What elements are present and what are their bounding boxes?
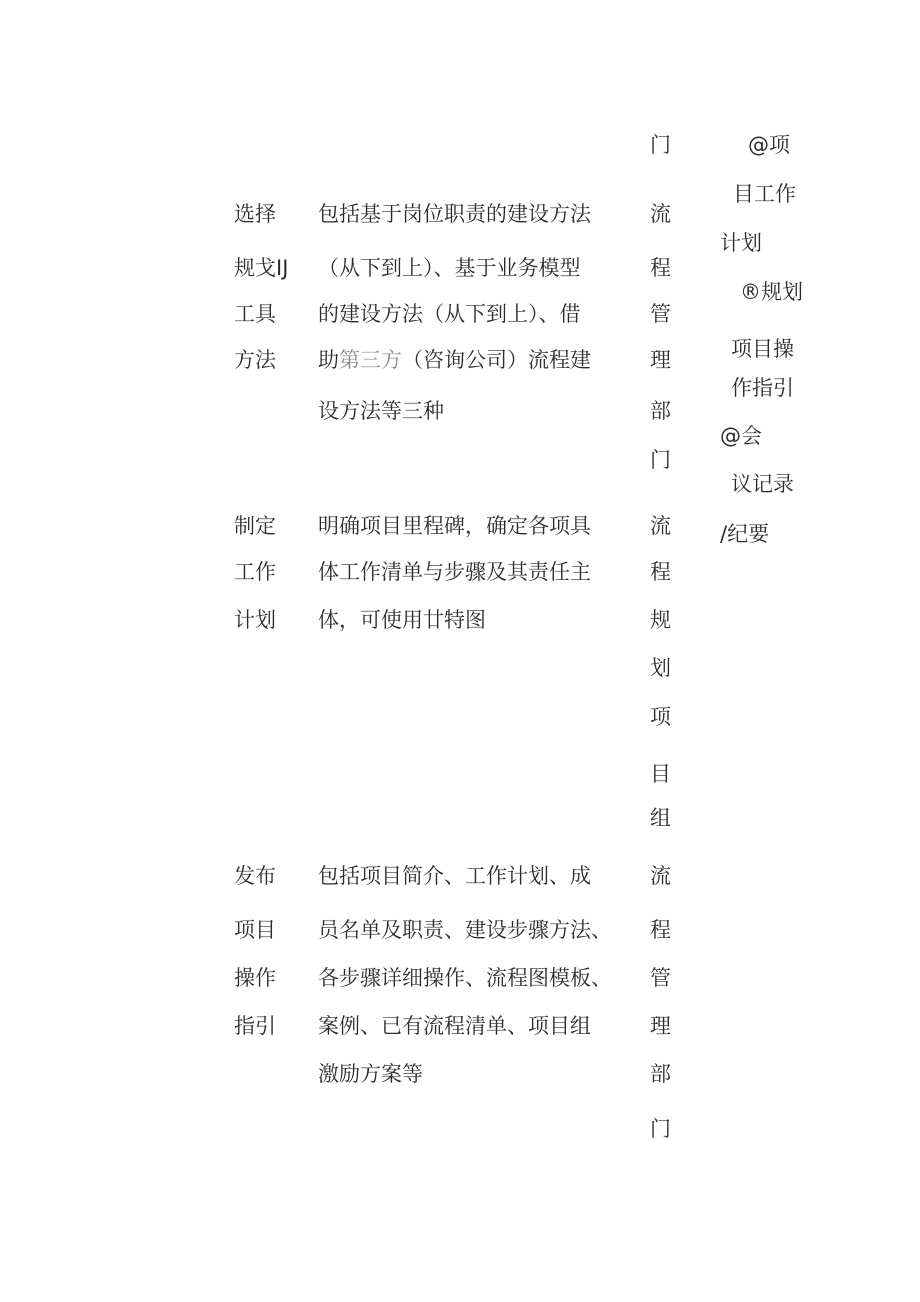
desc-line — [318, 348, 591, 372]
dept-char: 门 — [650, 133, 671, 157]
dept-char: 管 — [650, 966, 671, 990]
output-line: 议记录 — [731, 472, 794, 496]
desc-line: 的建设方法（从下到上）、借 — [318, 302, 581, 326]
dept-char: 理 — [650, 348, 671, 372]
dept-char: 部 — [650, 399, 671, 423]
dept-char: 部 — [650, 1062, 671, 1086]
step-label-line: 选择 — [234, 202, 276, 226]
desc-line: 员名单及职责、建设步骤方法、 — [318, 918, 612, 942]
desc-text-faded: 第三方 — [339, 348, 402, 372]
dept-char: 门 — [650, 448, 671, 472]
desc-line: 包括项目简介、工作计划、成 — [318, 864, 591, 888]
desc-line: 体，可使用廿特图 — [318, 608, 486, 632]
output-line: 目工作 — [733, 182, 796, 206]
dept-char: 理 — [650, 1014, 671, 1038]
dept-char: 程 — [650, 560, 671, 584]
output-line: 计划 — [720, 231, 762, 255]
dept-char: 程 — [650, 918, 671, 942]
dept-char: 程 — [650, 256, 671, 280]
dept-char: 管 — [650, 302, 671, 326]
step-label-line: 计划 — [234, 608, 276, 632]
dept-char: 组 — [650, 806, 671, 830]
dept-char: 流 — [650, 864, 671, 888]
desc-line: 体工作清单与步骤及其责任主 — [318, 560, 591, 584]
step-label-line: 制定 — [234, 514, 276, 538]
step-label-line: 方法 — [234, 348, 276, 372]
output-line: 项目操 — [731, 337, 794, 361]
dept-char: 门 — [650, 1117, 671, 1141]
step-label-line: 工具 — [234, 302, 276, 326]
desc-text: （咨询公司）流程建 — [402, 348, 591, 372]
desc-line: 各步骤详细操作、流程图模板、 — [318, 966, 612, 990]
step-label-line: 发布 — [234, 864, 276, 888]
desc-line: 案例、已有流程清单、项目组 — [318, 1014, 591, 1038]
dept-char: 目 — [650, 762, 671, 786]
output-line: ®规划 — [740, 280, 803, 304]
desc-line: （从下到上）、基于业务模型 — [318, 256, 581, 280]
output-line: @会 — [720, 424, 762, 448]
output-line: @项 — [748, 133, 790, 157]
dept-char: 流 — [650, 202, 671, 226]
dept-char: 规 — [650, 608, 671, 632]
dept-char: 流 — [650, 514, 671, 538]
step-label-line: 操作 — [234, 966, 276, 990]
step-label-line: 工作 — [234, 560, 276, 584]
step-label-line: 规戈IJ — [234, 256, 289, 280]
dept-char: 划 — [650, 656, 671, 680]
desc-line: 包括基于岗位职责的建设方法 — [318, 202, 591, 226]
desc-text: 助 — [318, 348, 339, 372]
step-label-line: 指引 — [234, 1014, 276, 1038]
output-line: 作指引 — [731, 376, 794, 400]
output-line: /纪要 — [720, 522, 770, 546]
desc-line: 设方法等三种 — [318, 399, 444, 423]
desc-line: 激励方案等 — [318, 1062, 423, 1086]
step-label-line: 项目 — [234, 918, 276, 942]
desc-line: 明确项目里程碑，确定各项具 — [318, 514, 591, 538]
dept-char: 项 — [650, 705, 671, 729]
